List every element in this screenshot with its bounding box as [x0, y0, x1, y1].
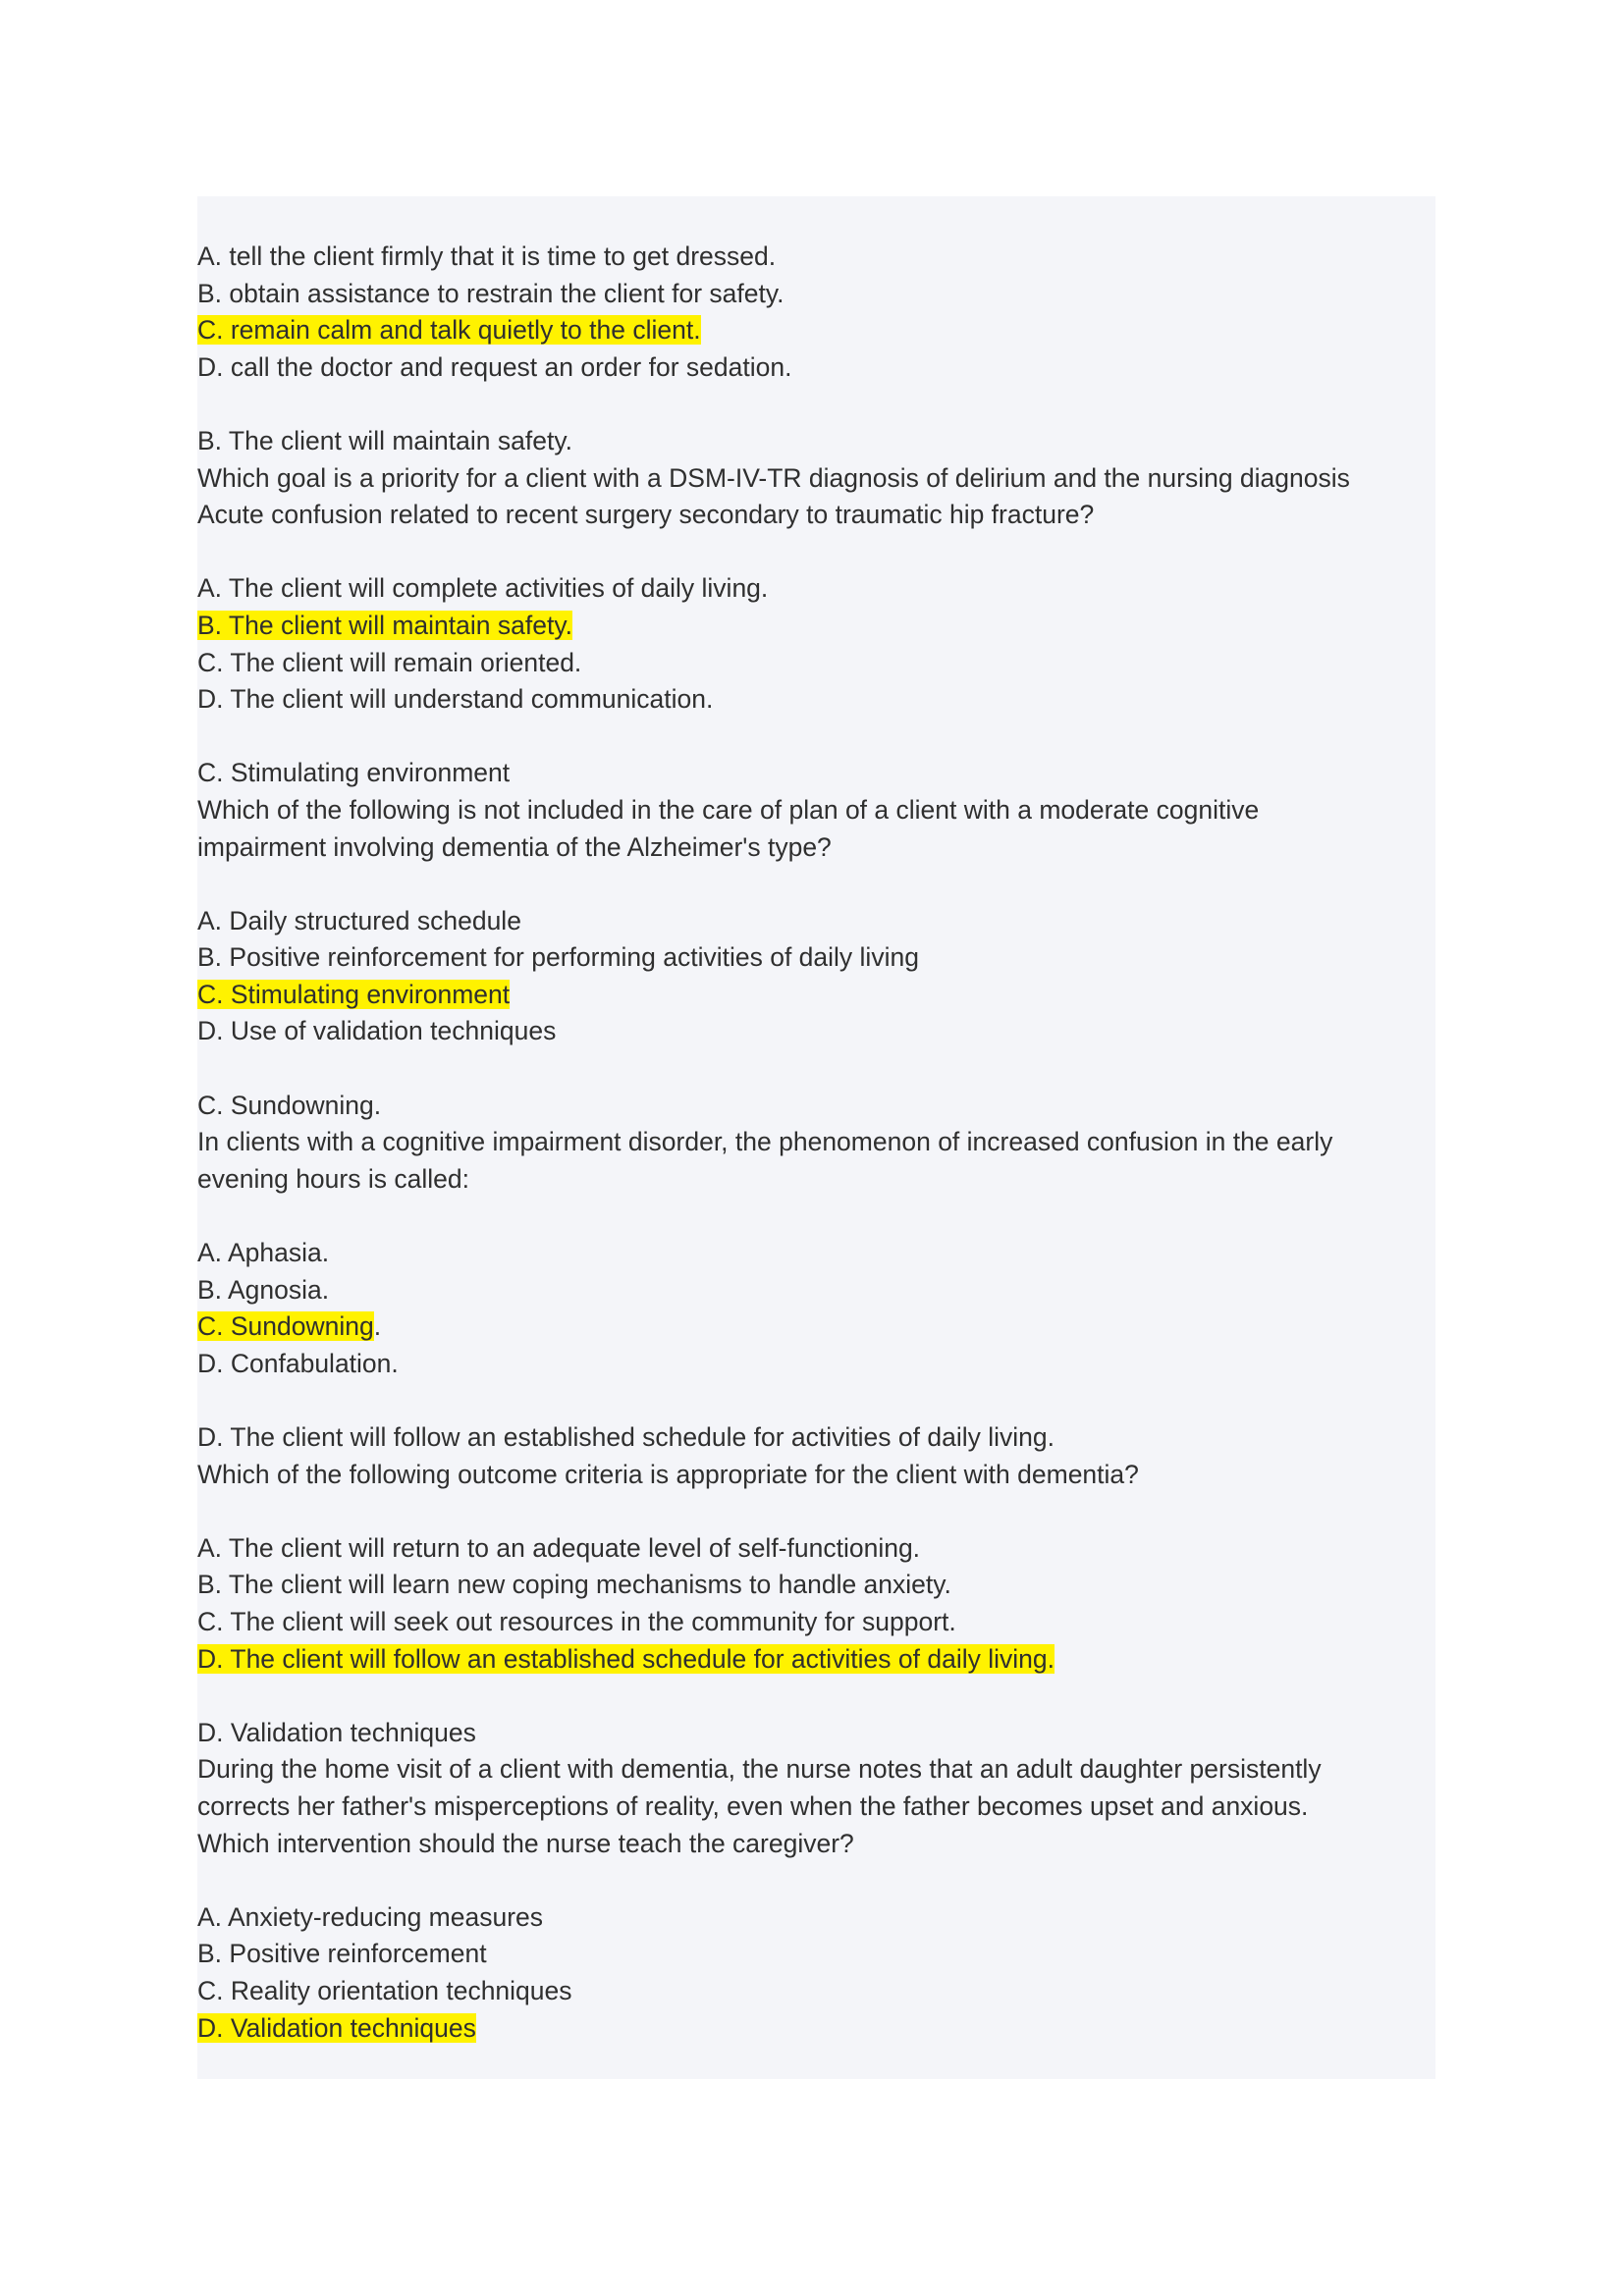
option-b: B. Positive reinforcement for performing activities of daily living: [197, 942, 919, 973]
option-b-correct: [197, 608, 1435, 645]
spacer: [197, 1493, 1435, 1530]
spacer: [197, 1678, 1435, 1715]
spacer: [197, 1862, 1435, 1899]
highlighted-answer: C. Stimulating environment: [197, 979, 511, 1009]
spacer: [197, 866, 1435, 903]
option-a: A. tell the client firmly that it is time to get dressed.: [197, 241, 777, 271]
option-a: A. Aphasia.: [197, 1238, 330, 1268]
option-a: A. The client will return to an adequate level of self-functioning.: [197, 1532, 921, 1563]
spacer: [197, 534, 1435, 571]
question-text: Acute confusion related to recent surgery secondary to traumatic hip fracture?: [197, 500, 1095, 530]
option-b: B. Positive reinforcement: [197, 1939, 487, 1969]
option-a: A. Daily structured schedule: [197, 905, 521, 935]
option-b: B. obtain assistance to restrain the client for safety.: [197, 278, 784, 308]
question-text: Which of the following outcome criteria is appropriate for the client with dementia?: [197, 1459, 1139, 1489]
spacer: [197, 386, 1435, 423]
option-d: D. Use of validation techniques: [197, 1016, 557, 1046]
option-c-correct: [197, 312, 1435, 349]
option-c-suffix: .: [373, 1311, 382, 1342]
question-text: Which goal is a priority for a client with a DSM-IV-TR diagnosis of delirium and the nursing diagnosis: [197, 462, 1350, 493]
spacer: [197, 719, 1435, 756]
option-c: C. The client will seek out resources in the community for support.: [197, 1606, 956, 1636]
highlighted-answer: B. The client will maintain safety.: [197, 610, 572, 640]
highlighted-answer: C. remain calm and talk quietly to the client.: [197, 315, 701, 346]
option-d: D. The client will understand communication.: [197, 684, 714, 715]
question-text: corrects her father's misperceptions of reality, even when the father becomes upset and anxious.: [197, 1790, 1309, 1821]
option-d-correct: [197, 1641, 1435, 1679]
document-content-area: [197, 196, 1435, 2079]
question-text: Which intervention should the nurse teach the caregiver?: [197, 1828, 854, 1858]
option-d: D. Confabulation.: [197, 1348, 399, 1378]
option-b: B. Agnosia.: [197, 1274, 330, 1305]
option-a: A. Anxiety-reducing measures: [197, 1901, 544, 1932]
question-text: evening hours is called:: [197, 1163, 469, 1194]
answer-key: D. The client will follow an established schedule for activities of daily living.: [197, 1422, 1055, 1452]
highlighted-answer: D. The client will follow an established schedule for activities of daily living.: [197, 1643, 1055, 1674]
document-text: [197, 239, 1435, 2047]
option-d: D. call the doctor and request an order for sedation.: [197, 351, 792, 382]
answer-key: C. Sundowning.: [197, 1090, 382, 1120]
highlighted-answer: D. Validation techniques: [197, 2012, 476, 2043]
answer-key: C. Stimulating environment: [197, 758, 511, 788]
option-c: C. The client will remain oriented.: [197, 647, 582, 677]
spacer: [197, 1050, 1435, 1088]
option-c: C. Reality orientation techniques: [197, 1975, 572, 2005]
answer-key: B. The client will maintain safety.: [197, 425, 572, 455]
option-c-correct: [197, 977, 1435, 1014]
option-d-correct: [197, 2010, 1435, 2048]
option-c-correct: [197, 1308, 1435, 1346]
answer-key: D. Validation techniques: [197, 1717, 476, 1747]
highlighted-answer: C. Sundowning: [197, 1311, 374, 1342]
question-text: Which of the following is not included in the care of plan of a client with a moderate cognitive: [197, 794, 1260, 825]
question-text: impairment involving dementia of the Alzheimer's type?: [197, 831, 832, 862]
option-a: A. The client will complete activities of daily living.: [197, 573, 769, 604]
question-text: During the home visit of a client with dementia, the nurse notes that an adult daughter persistently: [197, 1754, 1322, 1785]
spacer: [197, 1198, 1435, 1235]
spacer: [197, 1382, 1435, 1419]
option-b: B. The client will learn new coping mechanisms to handle anxiety.: [197, 1570, 951, 1600]
question-text: In clients with a cognitive impairment disorder, the phenomenon of increased confusion in the early: [197, 1127, 1333, 1157]
